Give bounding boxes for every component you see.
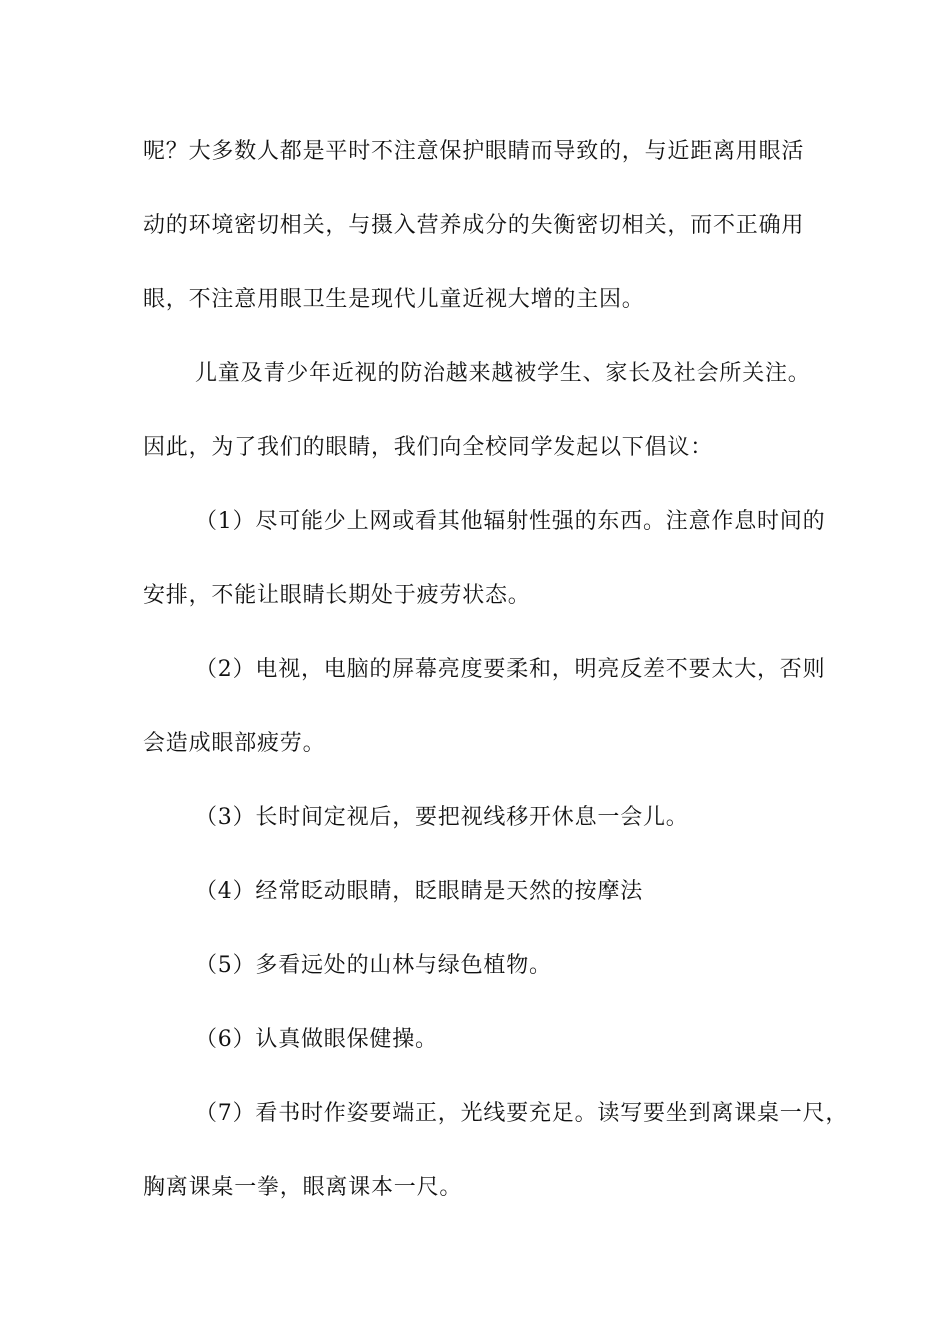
text-line: 因此，为了我们的眼睛，我们向全校同学发起以下倡议： xyxy=(143,435,714,460)
list-item-2: （2）电视，电脑的屏幕亮度要柔和，明亮反差不要太大，否则 xyxy=(195,657,826,682)
text-line: 眼，不注意用眼卫生是现代儿童近视大增的主因。 xyxy=(143,287,645,312)
text-line: 胸离课桌一拳，眼离课本一尺。 xyxy=(143,1175,463,1200)
list-item-5: （5）多看远处的山林与绿色植物。 xyxy=(195,953,552,978)
text-line: 安排，不能让眼睛长期处于疲劳状态。 xyxy=(143,583,531,608)
list-item-3: （3）长时间定视后，要把视线移开休息一会儿。 xyxy=(195,805,689,830)
list-item-6: （6）认真做眼保健操。 xyxy=(195,1027,438,1052)
paragraph-start-line: 儿童及青少年近视的防治越来越被学生、家长及社会所关注。 xyxy=(195,361,811,386)
text-line: 会造成眼部疲劳。 xyxy=(143,731,326,756)
text-line: 动的环境密切相关，与摄入营养成分的失衡密切相关，而不正确用 xyxy=(143,213,805,238)
list-item-7: （7）看书时作姿要端正，光线要充足。读写要坐到离课桌一尺， xyxy=(195,1101,849,1126)
text-line: 呢？大多数人都是平时不注意保护眼睛而导致的，与近距离用眼活 xyxy=(143,139,805,164)
list-item-4: （4）经常眨动眼睛，眨眼睛是天然的按摩法 xyxy=(195,879,643,904)
list-item-1: （1）尽可能少上网或看其他辐射性强的东西。注意作息时间的 xyxy=(195,509,826,534)
